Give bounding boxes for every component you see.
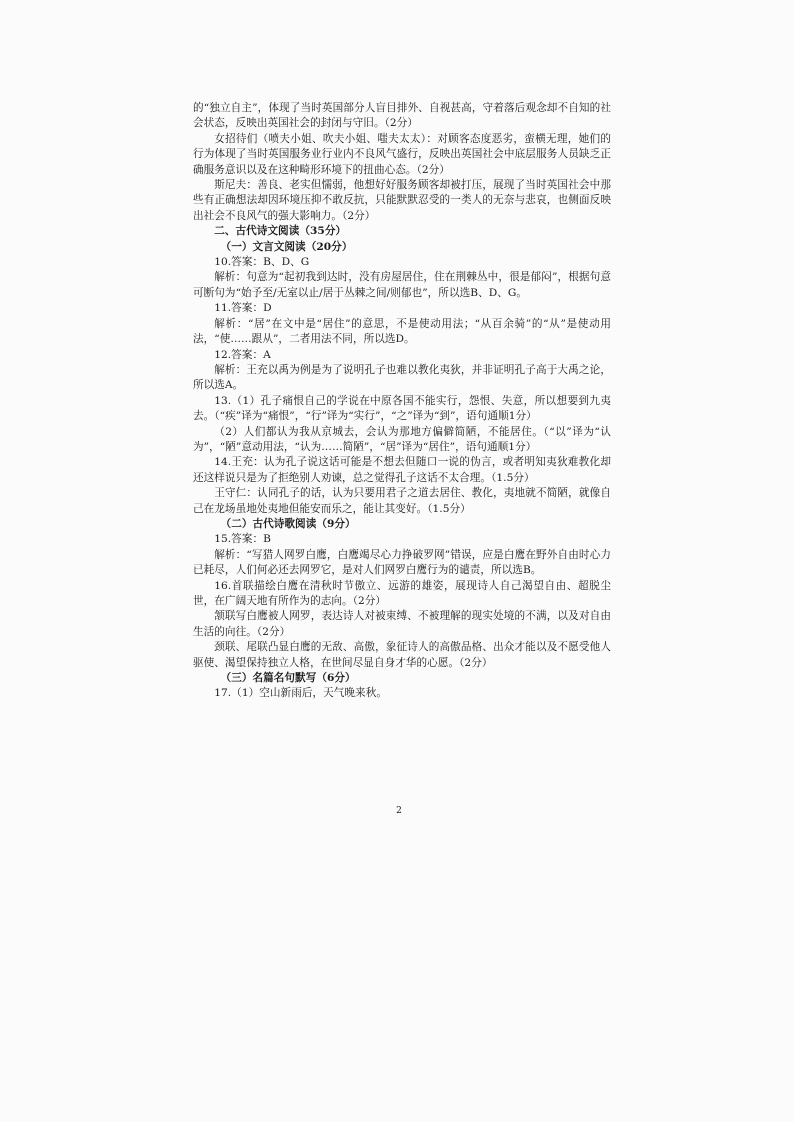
answer-11: 11.答案：D bbox=[214, 302, 272, 315]
answer-17-1: 17.（1）空山新雨后，天气晚来秋。 bbox=[214, 687, 387, 700]
answer-13-2: （2）人们都认为我从京城去，会认为那地方偏僻简陋，不能居住。（“以”译为“认为”，“陋”意动用法，“认为……简陋”，“居”译为“居住”，语句通顺1分） bbox=[193, 425, 611, 453]
answer-14-wang-shouren: 王守仁：认同孔子的话，认为只要用君子之道去居住、教化，夷地就不简陋，就像自己在龙场虽地处夷地但能安而乐之，能让其变好。（1.5分） bbox=[193, 487, 611, 515]
answer-16-second-couplet: 颔联写白鹰被人网罗，表达诗人对被束缚、不被理解的现实处境的不满，以及对自由生活的向往。（2分） bbox=[193, 610, 611, 638]
answer-14-wang-chong: 14.王充：认为孔子说这话可能是不想去但随口一说的伪言，或者明知夷狄难教化却还这样说只是为了拒绝别人劝谏，总之觉得孔子这话不太合理。（1.5分） bbox=[193, 456, 611, 484]
subsection-heading-recitation: （三）名篇名句默写（6分） bbox=[220, 672, 356, 685]
subsection-heading-classical-prose: （一）文言文阅读（20分） bbox=[220, 240, 353, 253]
explanation-10: 解析：句意为“起初我到达时，没有房屋居住，住在荆棘丛中，很是郁闷”，根据句意可断句为“始予至/无室以止/居于丛棘之间/则郁也”，所以选B、D、G。 bbox=[193, 271, 611, 299]
answer-13-1: 13.（1）孔子痛恨自己的学说在中原各国不能实行，怨恨、失意，所以想要到九夷去。（“疾”译为“痛恨”，“行”译为“实行”，“之”译为“到”，语句通顺1分） bbox=[193, 394, 611, 423]
explanation-11: 解析：“居”在文中是“居住”的意思，不是使动用法；“从百余骑”的“从”是使动用法，“使……跟从”，二者用法不同，所以选D。 bbox=[193, 317, 611, 346]
subsection-heading-ancient-poems: （二）古代诗歌阅读（9分） bbox=[220, 517, 356, 530]
section-heading-ancient-poetry: 二、古代诗文阅读（35分） bbox=[214, 225, 347, 238]
page-number: 2 bbox=[396, 806, 402, 816]
answer-key-text bbox=[193, 101, 611, 702]
paragraph-sniff: 斯尼夫：善良、老实但懦弱，他想好好服务顾客却被打压，展现了当时英国社会中那些有正确想法却因环境压抑不敢反抗，只能默默忍受的一类人的无奈与悲哀，也侧面反映出社会不良风气的强大影响力。（2分） bbox=[193, 179, 611, 222]
explanation-12: 解析：王充以禹为例是为了说明孔子也难以教化夷狄，并非证明孔子高于大禹之论，所以选A。 bbox=[193, 363, 611, 392]
paragraph-waitresses: 女招待们（喷夫小姐、吹夫小姐、嗤夫太太）：对顾客态度恶劣，蛮横无理，她们的行为体现了当时英国服务业行业内不良风气盛行，反映出英国社会中底层服务人员缺乏正确服务意识以及在这种畸形环境下的扭曲心态。（2分） bbox=[193, 132, 611, 176]
answer-15: 15.答案：B bbox=[214, 533, 271, 546]
answer-12: 12.答案：A bbox=[214, 348, 271, 361]
answer-10: 10.答案：B、D、G bbox=[214, 256, 310, 269]
explanation-15: 解析：“写猎人网罗白鹰，白鹰竭尽心力挣破罗网”错误，应是白鹰在野外自由时心力已耗尽，人们何必还去网罗它，是对人们网罗白鹰行为的谴责，所以选B。 bbox=[193, 548, 611, 577]
paragraph-continuation: 的“独立自主”，体现了当时英国部分人盲目排外、自视甚高，守着落后观念却不自知的社会状态，反映出英国社会的封闭与守旧。（2分） bbox=[193, 102, 611, 130]
answer-16-first-couplet: 16.首联描绘白鹰在清秋时节傲立、远游的雄姿，展现诗人自己渴望自由、超脱尘世，在广阔天地有所作为的志向。（2分） bbox=[193, 579, 611, 607]
answer-16-third-fourth-couplets: 颈联、尾联凸显白鹰的无敌、高傲，象征诗人的高傲品格、出众才能以及不愿受他人驱使、渴望保持独立人格，在世间尽显自身才华的心愿。（2分） bbox=[193, 641, 611, 669]
